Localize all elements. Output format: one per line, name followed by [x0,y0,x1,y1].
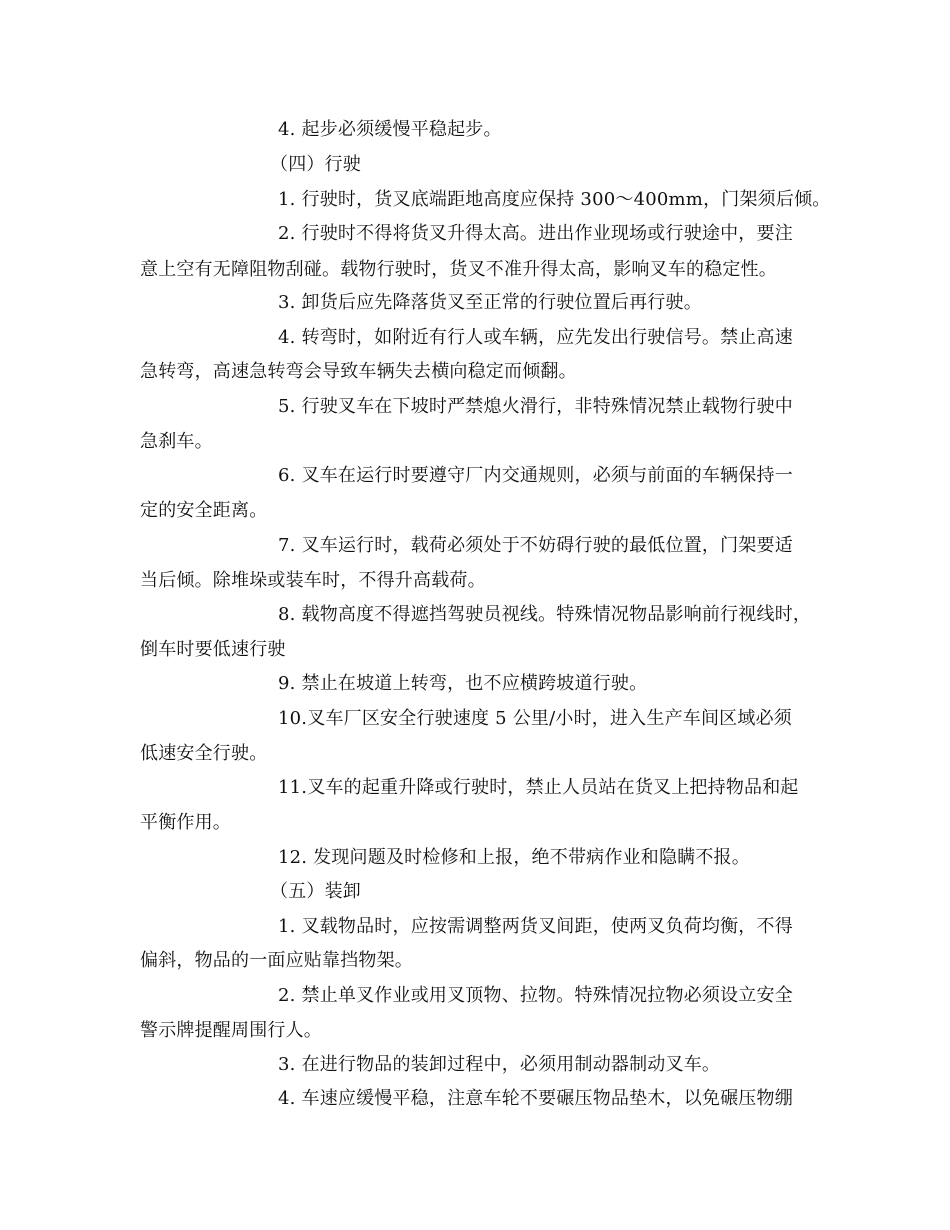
text-line: 3. 在进行物品的装卸过程中，必须用制动器制动叉车。 [278,1054,721,1075]
text-line: 急转弯，高速急转弯会导致车辆失去横向稳定而倾翻。 [140,361,577,382]
text-line: 2. 行驶时不得将货叉升得太高。进出作业现场或行驶途中，要注 [278,223,793,244]
text-line: 6. 叉车在运行时要遵守厂内交通规则，必须与前面的车辆保持一 [278,465,793,486]
text-line: 警示牌提醒周围行人。 [140,1020,322,1041]
text-line: 平衡作用。 [140,812,231,833]
text-line: 7. 叉车运行时，载荷必须处于不妨碍行驶的最低位置，门架要适 [278,535,793,556]
text-line: 倒车时要低速行驶 [140,639,286,660]
text-line: 2. 禁止单叉作业或用叉顶物、拉物。特殊情况拉物必须设立安全 [278,985,793,1006]
text-line: 当后倾。除堆垛或装车时，不得升高载荷。 [140,570,486,591]
text-line: 4. 起步必须缓慢平稳起步。 [278,119,502,140]
text-line: 低速安全行驶。 [140,743,268,764]
text-line: 4. 车速应缓慢平稳，注意车轮不要碾压物品垫木，以免碾压物绷 [278,1088,793,1109]
text-line: 定的安全距离。 [140,500,268,521]
text-line: 1. 行驶时，货叉底端距地高度应保持 300～400mm，门架须后倾。 [278,189,831,210]
text-line: 8. 载物高度不得遮挡驾驶员视线。特殊情况物品影响前行视线时， [278,604,812,625]
text-line: 意上空有无障阻物刮碰。载物行驶时，货叉不准升得太高，影响叉车的稳定性。 [140,259,777,280]
section-heading: （四）行驶 [270,154,361,175]
text-line: 1. 叉载物品时，应按需调整两货叉间距，使两叉负荷均衡，不得 [278,916,793,937]
text-line: 4. 转弯时，如附近有行人或车辆，应先发出行驶信号。禁止高速 [278,327,793,348]
text-line: 3. 卸货后应先降落货叉至正常的行驶位置后再行驶。 [278,292,702,313]
text-line: 10.叉车厂区安全行驶速度 5 公里/小时，进入生产车间区域必须 [278,708,792,729]
text-line: 9. 禁止在坡道上转弯，也不应横跨坡道行驶。 [278,673,648,694]
text-line: 11.叉车的起重升降或行驶时，禁止人员站在货叉上把持物品和起 [278,777,799,798]
section-heading: （五）装卸 [270,881,361,902]
text-line: 偏斜，物品的一面应贴靠挡物架。 [140,950,413,971]
text-line: 12. 发现问题及时检修和上报，绝不带病作业和隐瞒不报。 [278,847,750,868]
text-line: 急刹车。 [140,431,213,452]
text-line: 5. 行驶叉车在下坡时严禁熄火滑行，非特殊情况禁止载物行驶中 [278,396,793,417]
